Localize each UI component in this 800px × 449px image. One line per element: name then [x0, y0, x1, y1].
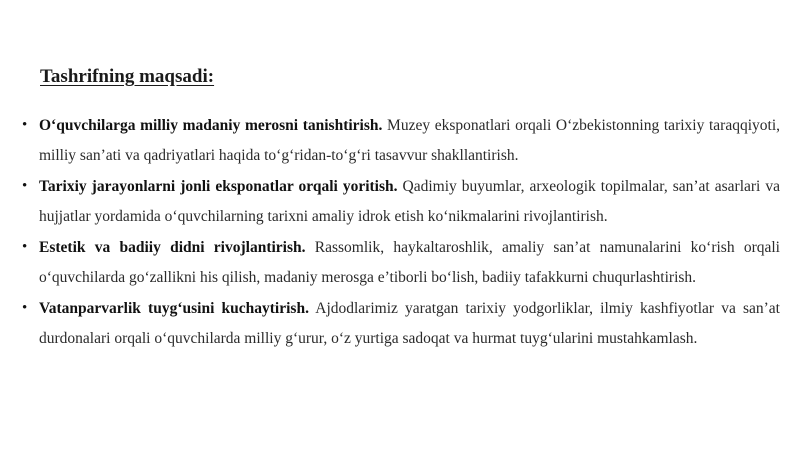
bullet-icon: • — [22, 117, 28, 133]
goal-list — [22, 111, 780, 355]
goal-heading: Tarixiy jarayonlarni jonli eksponatlar orqali yoritish. — [39, 178, 398, 195]
page-title: Tashrifning maqsadi: — [40, 66, 215, 87]
goal-heading: O‘quvchilarga milliy madaniy merosni tanishtirish. — [39, 117, 383, 134]
bullet-icon: • — [22, 178, 28, 194]
goal-item — [22, 111, 780, 170]
goal-heading: Estetik va badiiy didni rivojlantirish. — [39, 239, 306, 256]
goal-item — [22, 172, 780, 231]
bullet-icon: • — [22, 239, 28, 255]
goal-text: Ajdodlarimiz yaratgan tarixiy yodgorliklar, ilmiy kashfiyotlar va san’at durdonalari orqali o‘quvchilarda milliy g‘urur, o‘z yurtiga sadoqat va hurmat tuyg‘ularini mustahkamlash. — [39, 300, 780, 347]
bullet-icon: • — [22, 300, 28, 316]
goal-heading: Vatanparvarlik tuyg‘usini kuchaytirish. — [39, 300, 309, 317]
goal-text: Rassomlik, haykaltaroshlik, amaliy san’at namunalarini ko‘rish orqali o‘quvchilarda go‘zallikni his qilish, madaniy merosga e’tiborli bo‘lish, badiiy tafakkurni chuqurlashtirish. — [39, 239, 780, 286]
goal-text: Qadimiy buyumlar, arxeologik topilmalar, san’at asarlari va hujjatlar yordamida o‘quvchilarning tarixni amaliy idrok etish ko‘nikmalarini rivojlantirish. — [39, 178, 781, 225]
goal-item — [22, 233, 780, 292]
goal-text: Muzey eksponatlari orqali O‘zbekistonning tarixiy taraqqiyoti, milliy san’ati va qadriyatlari haqida to‘g‘ridan-to‘g‘ri tasavvur shakllantirish. — [39, 117, 781, 164]
goal-item — [22, 294, 780, 353]
